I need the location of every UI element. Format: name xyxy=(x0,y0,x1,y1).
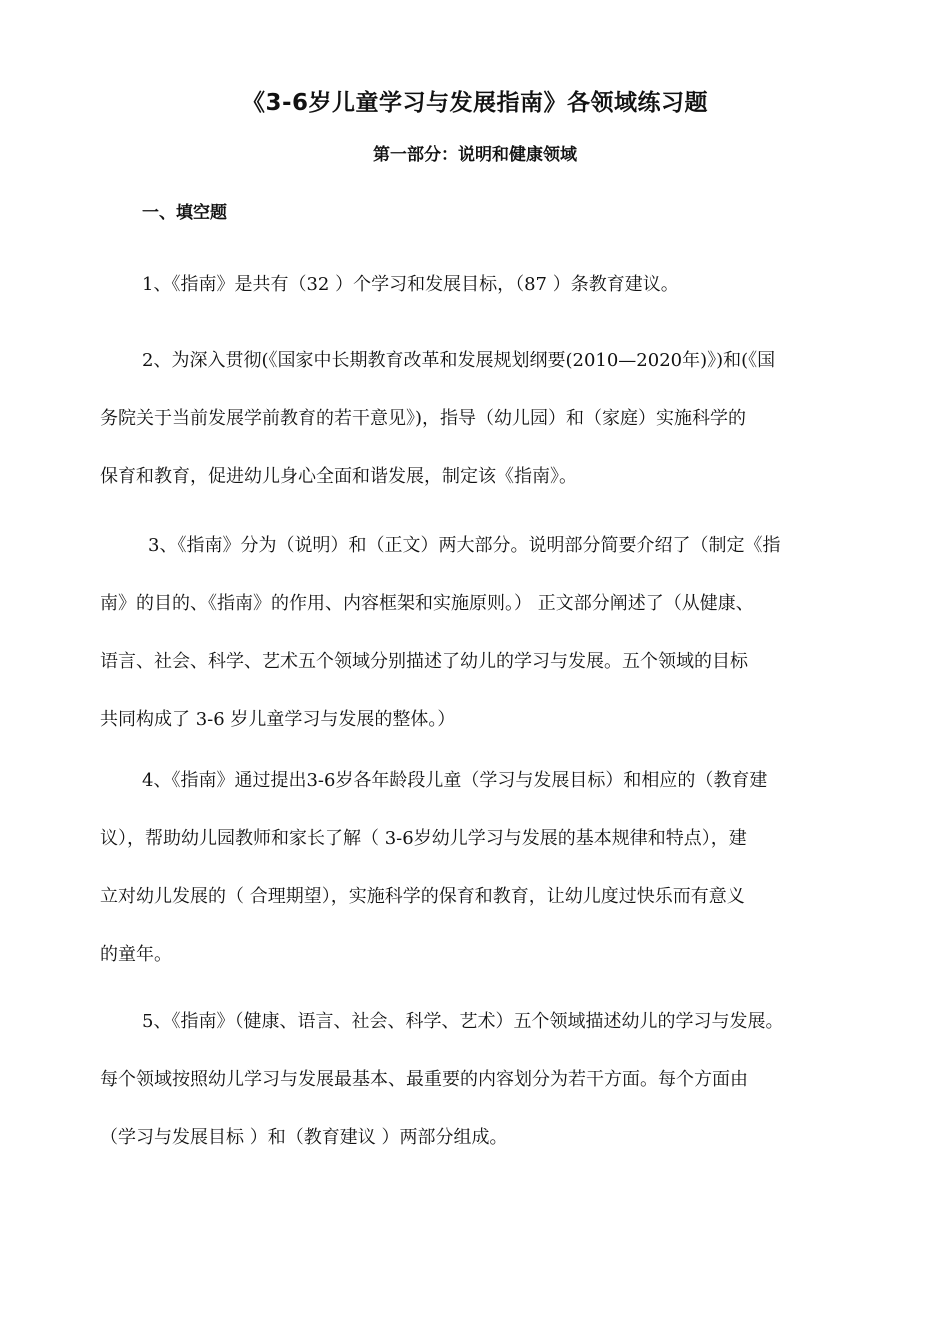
question-2 xyxy=(100,332,860,506)
question-line: 的童年。 xyxy=(100,944,172,965)
question-line: 1、《指南》是共有（32 ）个学习和发展目标，（87 ）条教育建议。 xyxy=(142,274,679,295)
question-line: 3、《指南》分为（说明）和（正文）两大部分。说明部分简要介绍了（制定《指 xyxy=(148,535,781,556)
question-line: 议），帮助幼儿园教师和家长了解（ 3-6岁幼儿学习与发展的基本规律和特点），建 xyxy=(100,828,747,849)
question-4 xyxy=(100,752,860,984)
question-line: 4、《指南》通过提出3-6岁各年龄段儿童（学习与发展目标）和相应的（教育建 xyxy=(142,770,768,791)
question-5 xyxy=(100,993,860,1167)
question-line: 2、为深入贯彻(《国家中长期教育改革和发展规划纲要(2010—2020年)》)和(《国 xyxy=(142,350,776,371)
question-3 xyxy=(100,517,860,749)
question-line: 立对幼儿发展的（ 合理期望），实施科学的保育和教育，让幼儿度过快乐而有意义 xyxy=(100,886,745,907)
document-title: 《3-6岁儿童学习与发展指南》各领域练习题 xyxy=(241,90,709,116)
question-1 xyxy=(100,256,860,314)
document-subtitle: 第一部分：说明和健康领域 xyxy=(373,145,577,165)
question-line: 保育和教育，促进幼儿身心全面和谐发展，制定该《指南》。 xyxy=(100,466,577,487)
question-line: 南》的目的、《指南》的作用、内容框架和实施原则。） 正文部分阐述了（从健康、 xyxy=(100,593,754,614)
question-line: 5、《指南》（健康、语言、社会、科学、艺术）五个领域描述幼儿的学习与发展。 xyxy=(142,1011,784,1032)
question-line: 语言、社会、科学、艺术五个领域分别描述了幼儿的学习与发展。五个领域的目标 xyxy=(100,651,748,672)
question-line: 共同构成了 3-6 岁儿童学习与发展的整体。） xyxy=(100,709,456,730)
question-line: 每个领域按照幼儿学习与发展最基本、最重要的内容划分为若干方面。每个方面由 xyxy=(100,1069,748,1090)
section-heading: 一、填空题 xyxy=(142,203,227,223)
question-line: 务院关于当前发展学前教育的若干意见》)，指导（幼儿园）和（家庭）实施科学的 xyxy=(100,408,747,429)
question-line: （学习与发展目标 ）和（教育建议 ）两部分组成。 xyxy=(100,1127,508,1148)
